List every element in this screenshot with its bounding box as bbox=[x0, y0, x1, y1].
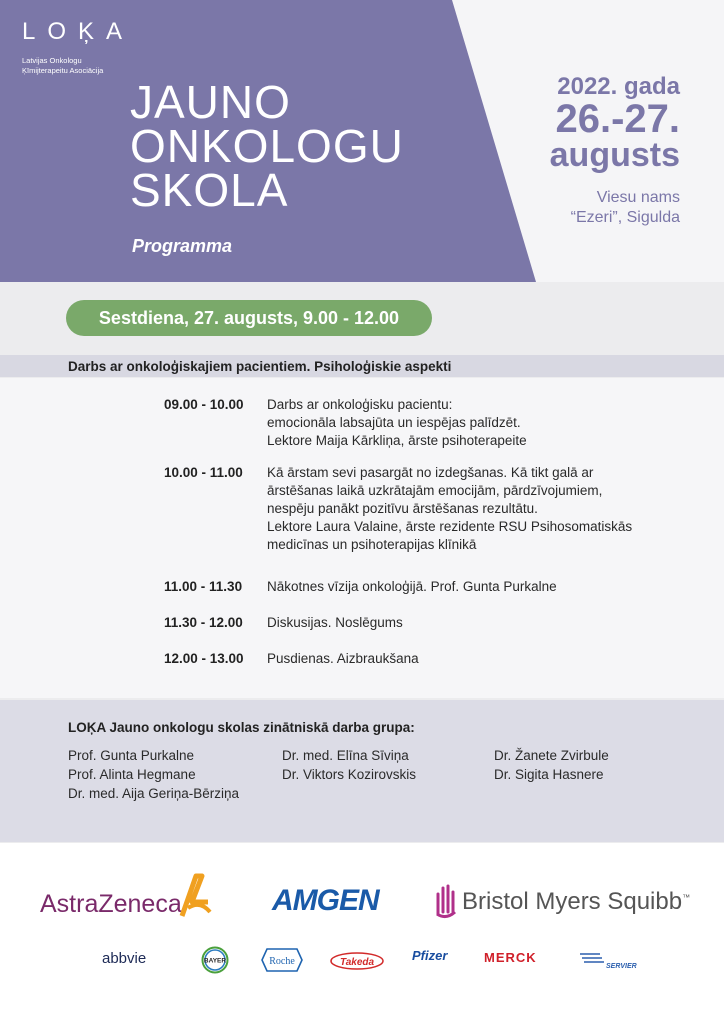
working-group-col-2: Dr. med. Elīna Sīviņa Dr. Viktors Kozirovskis bbox=[282, 748, 417, 782]
loka-logo: LOĶA bbox=[22, 18, 135, 45]
day-label-pill: Sestdiena, 27. augusts, 9.00 - 12.00 bbox=[66, 300, 432, 336]
bms-hand-icon bbox=[434, 884, 458, 918]
working-group-col-3: Dr. Žanete Zvirbule Dr. Sigita Hasnere bbox=[494, 748, 609, 782]
astrazeneca-logo: AstraZeneca bbox=[40, 890, 182, 918]
programma-label: Programma bbox=[132, 236, 233, 256]
bayer-logo bbox=[201, 946, 229, 974]
merck-logo: MERCK bbox=[484, 950, 537, 965]
page-title: JAUNO ONKOLOGU SKOLA bbox=[130, 76, 404, 216]
svg-text:Roche: Roche bbox=[269, 956, 295, 967]
roche-logo bbox=[261, 948, 303, 972]
takeda-logo bbox=[330, 951, 384, 971]
servier-logo bbox=[576, 948, 637, 970]
pfizer-logo: Pfizer bbox=[412, 948, 448, 963]
bms-logo: Bristol Myers Squibb™ bbox=[462, 888, 691, 915]
astrazeneca-mark-icon bbox=[174, 872, 214, 918]
org-name: Latvijas Onkologu Ķīmijterapeitu Asociācija bbox=[22, 56, 104, 75]
amgen-logo: AMGEN bbox=[272, 884, 379, 917]
abbvie-logo: abbvie bbox=[102, 950, 147, 967]
section-title: Darbs ar onkoloģiskajiem pacientiem. Psiholoģiskie aspekti bbox=[68, 359, 452, 374]
svg-text:BAYER: BAYER bbox=[203, 957, 227, 965]
working-group-col-1: Prof. Gunta Purkalne Prof. Alinta Hegmane Dr. med. Aija Geriņa-Bērziņa bbox=[68, 748, 240, 801]
event-date: 2022. gada 26.-27. augusts bbox=[549, 73, 680, 174]
sponsors-panel bbox=[0, 843, 724, 1024]
svg-text:SERVIER: SERVIER bbox=[606, 963, 637, 970]
working-group-title: LOĶA Jauno onkologu skolas zinātniskā darba grupa: bbox=[68, 720, 415, 735]
svg-text:Takeda: Takeda bbox=[339, 957, 375, 968]
event-venue: Viesu nams “Ezeri”, Sigulda bbox=[570, 189, 680, 226]
